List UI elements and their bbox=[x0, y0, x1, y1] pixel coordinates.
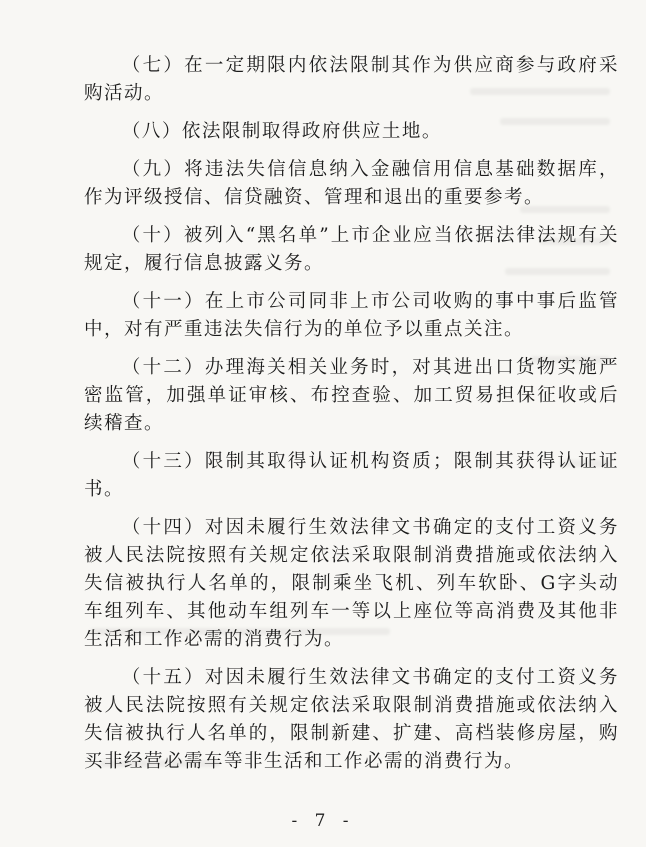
clause-12: （十二）办理海关相关业务时，对其进出口货物实施严密监管，加强单证审核、布控查验、加工贸易担保征收或后续稽查。 bbox=[84, 357, 619, 434]
clause-8: （八）依法限制取得政府供应土地。 bbox=[121, 121, 442, 142]
clause-13: （十三）限制其取得认证机构资质；限制其获得认证证书。 bbox=[84, 451, 619, 500]
clause-7: （七）在一定期限内依法限制其作为供应商参与政府采购活动。 bbox=[84, 55, 619, 104]
page-number: - 7 - bbox=[291, 811, 355, 831]
clause-15: （十五）对因未履行生效法律文书确定的支付工资义务被人民法院按照有关规定依法采取限制消费措施或依法纳入失信被执行人名单的，限制新建、扩建、高档装修房屋，购买非经营必需车等非生活和工作必需的消费行为。 bbox=[84, 667, 619, 772]
clause-10: （十）被列入“黑名单”上市企业应当依据法律法规有关规定，履行信息披露义务。 bbox=[84, 225, 619, 274]
document-body bbox=[84, 52, 619, 786]
clause-11: （十一）在上市公司同非上市公司收购的事中事后监管中，对有严重违法失信行为的单位予以重点关注。 bbox=[84, 291, 619, 340]
clause-9: （九）将违法失信信息纳入金融信用信息基础数据库，作为评级授信、信贷融资、管理和退出的重要参考。 bbox=[84, 159, 619, 208]
clause-14: （十四）对因未履行生效法律文书确定的支付工资义务被人民法院按照有关规定依法采取限制消费措施或依法纳入失信被执行人名单的，限制乘坐飞机、列车软卧、G字头动车组列车、其他动车组列车一等以上座位等高消费及其他非生活和工作必需的消费行为。 bbox=[84, 517, 619, 650]
